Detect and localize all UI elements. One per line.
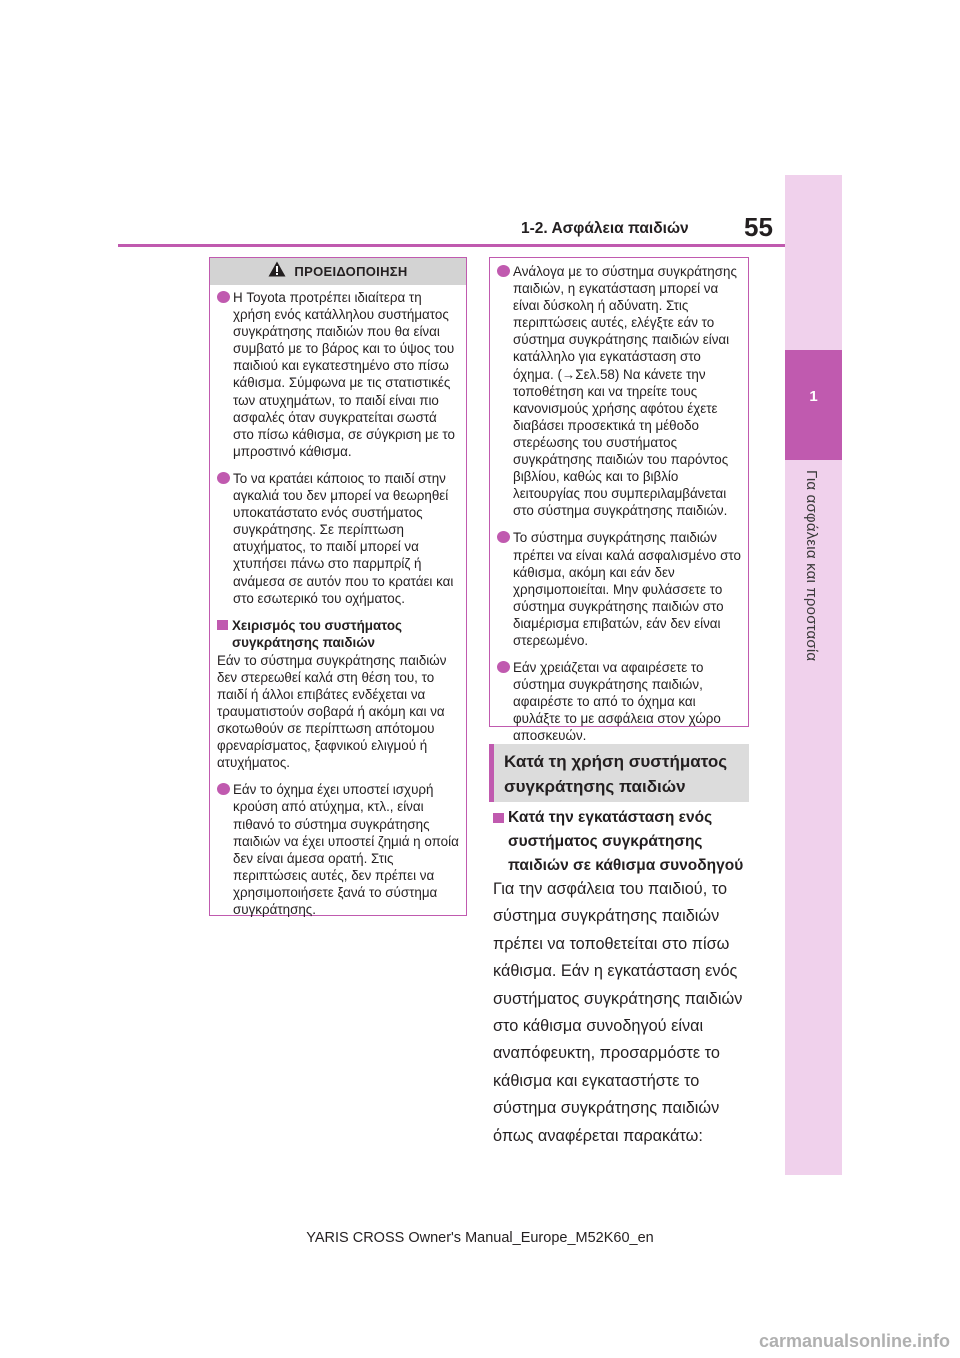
bullet-dot-icon xyxy=(217,291,230,303)
section-paragraph: Για την ασφάλεια του παιδιού, το σύστημα συγκράτησης παιδιών πρέπει να τοποθετείται στο πίσω κάθισμα. Εάν η εγκατάσταση ενός συστήματος συγκράτησης παιδιών στο κάθισμα συνοδηγού είναι αναπόφευκτη, προσαρμόστε το κάθισμα και εγκαταστήστε το σύστημα συγκράτησης παιδιών όπως αναφέρεται παρακάτω: xyxy=(493,880,743,1145)
footer-text: YARIS CROSS Owner's Manual_Europe_M52K60_en xyxy=(306,1230,654,1246)
bullet-dot-icon xyxy=(497,265,510,277)
warning-bullet-text: Η Toyota προτρέπει ιδιαίτερα τη χρήση ενός κατάλληλου συστήματος συγκράτησης παιδιών που θα είναι συμβατό με το βάρος και το ύψος του παιδιού και εγκατεστημένο στο πίσω κάθισμα. Σύμφωνα με τις στατιστικές των ατυχημάτων, το παιδί είναι πιο ασφαλές όταν συγκρατείται σωστά στο πίσω κάθισμα, σε σύγκριση με το μπροστινό κάθισμα. xyxy=(233,290,455,459)
warning-bullet xyxy=(497,529,742,649)
warning-box-continued xyxy=(489,257,749,744)
square-bullet-icon xyxy=(217,620,228,630)
warning-header xyxy=(210,258,466,285)
bullet-dot-icon xyxy=(217,472,230,484)
warning-subheading xyxy=(217,617,460,651)
warning-bullet xyxy=(497,263,742,519)
section-subheading xyxy=(493,806,749,878)
section-heading: Κατά τη χρήση συστήματος συγκράτησης παιδιών xyxy=(504,752,728,796)
chapter-number: 1 xyxy=(809,388,818,405)
warning-paragraph: Εάν το σύστημα συγκράτησης παιδιών δεν στερεωθεί καλά στη θέση του, το παιδί ή άλλοι επιβάτες ενδέχεται να τραυματιστούν σοβαρά ή ακόμη και να σκοτωθούν σε περίπτωση απότομου φρεναρίσματος, ξαφνικού ελιγμού ή ατυχήματος. xyxy=(217,652,447,771)
warning-bullet-text: Εάν χρειάζεται να αφαιρέσετε το σύστημα συγκράτησης παιδιών, αφαιρέστε το από το όχημα και φυλάξτε το με ασφάλεια στον χώρο αποσκευών. xyxy=(513,660,721,744)
page-number: 55 xyxy=(744,212,773,242)
bullet-dot-icon xyxy=(217,783,230,795)
chapter-title: Για ασφάλεια και προστασία xyxy=(803,470,820,662)
section-heading-box xyxy=(489,744,749,802)
warning-bullet-text: Ανάλογα με το σύστημα συγκράτησης παιδιών, η εγκατάσταση μπορεί να είναι δύσκολη ή αδύνατη. Στις περιπτώσεις αυτές, ελέγξτε εάν το σύστημα συγκράτησης παιδιών είναι κατάλληλο για εγκατάσταση στο όχημα. (→Σελ.58) Να κάνετε την τοποθέτηση και να τηρείτε τους κανονισμούς χρήσης αφότου έχετε διαβάσει προσεκτικά τη μέθοδο στερέωσης του συστήματος συγκράτησης παιδιών του παρόντος βιβλίου, καθώς και το βιβλίο λειτουργίας που συμπεριλαμβάνεται στο σύστημα συγκράτησης παιδιών. xyxy=(513,264,737,519)
header-divider xyxy=(118,244,785,247)
warning-triangle-icon xyxy=(268,261,286,282)
bullet-dot-icon xyxy=(497,531,510,543)
watermark: carmanualsonline.info xyxy=(758,1331,950,1351)
square-bullet-icon xyxy=(493,813,504,823)
warning-title: ΠΡΟΕΙΔΟΠΟΙΗΣΗ xyxy=(294,264,408,279)
warning-bullet xyxy=(217,289,460,460)
warning-bullet-text: Το σύστημα συγκράτησης παιδιών πρέπει να είναι καλά ασφαλισμένο στο κάθισμα, ακόμη και εάν δεν χρησιμοποιείται. Μην φυλάσσετε το σύστημα συγκράτησης παιδιών στο διαμέρισμα επιβατών, εάν δεν είναι στερεωμένο. xyxy=(513,530,741,648)
bullet-dot-icon xyxy=(497,661,510,673)
warning-box xyxy=(209,257,467,916)
warning-bullet xyxy=(217,470,460,607)
chapter-tab-marker xyxy=(785,350,842,460)
section-title: 1-2. Ασφάλεια παιδιών xyxy=(521,220,689,237)
warning-bullet-text: Εάν το όχημα έχει υποστεί ισχυρή κρούση από ατύχημα, κτλ., είναι πιθανό το σύστημα συγκράτησης παιδιών να έχει υποστεί ζημιά η οποία δεν είναι άμεσα ορατή. Στις περιπτώσεις αυτές, δεν πρέπει να χρησιμοποιήσετε ξανά το σύστημα συγκράτησης. xyxy=(233,782,459,917)
chapter-tab-background xyxy=(785,175,842,1175)
warning-bullet xyxy=(497,659,742,744)
warning-subheading-text: Χειρισμός του συστήματος συγκράτησης παιδιών xyxy=(232,617,402,650)
warning-bullet xyxy=(217,781,460,918)
section-subheading-text: Κατά την εγκατάσταση ενός συστήματος συγκράτησης παιδιών σε κάθισμα συνοδηγού xyxy=(508,809,744,874)
warning-bullet-text: Το να κρατάει κάποιος το παιδί στην αγκαλιά του δεν μπορεί να θεωρηθεί υποκατάστατο ενός συστήματος συγκράτησης. Σε περίπτωση ατυχήματος, το παιδί μπορεί να χτυπήσει πάνω στο παρμπρίζ ή ανάμεσα σε αυτόν που το κρατάει και στο εσωτερικό του οχήματος. xyxy=(233,470,454,606)
warning-body xyxy=(210,285,466,918)
